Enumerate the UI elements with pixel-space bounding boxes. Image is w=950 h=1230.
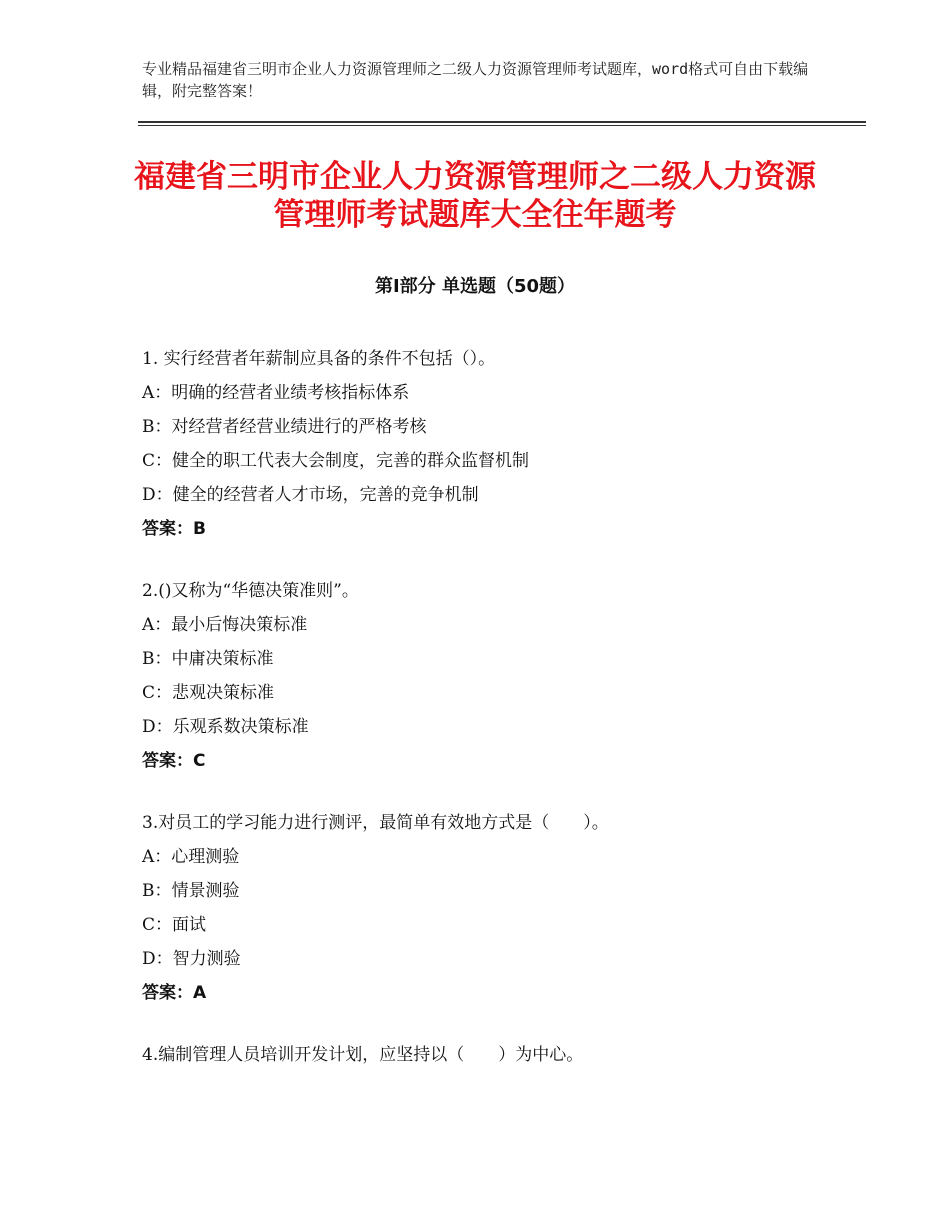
- answer: 答案：B: [142, 519, 206, 539]
- option-c: C：面试: [142, 915, 207, 935]
- answer: 答案：C: [142, 751, 206, 771]
- option-d: D：健全的经营者人才市场，完善的竞争机制: [142, 485, 479, 505]
- option-b: B：中庸决策标准: [142, 649, 274, 669]
- answer: 答案：A: [142, 983, 207, 1003]
- question-stem: 2.()又称为“华德决策准则”。: [142, 581, 359, 601]
- question-stem: 3.对员工的学习能力进行测评，最简单有效地方式是（ ）。: [142, 813, 609, 833]
- question-1: [142, 342, 862, 546]
- option-a: A：心理测验: [142, 847, 240, 867]
- option-c: C：健全的职工代表大会制度，完善的群众监督机制: [142, 451, 530, 471]
- question-stem: 4.编制管理人员培训开发计划，应坚持以（ ）为中心。: [142, 1045, 584, 1065]
- question-4: [142, 1038, 862, 1072]
- option-b: B：对经营者经营业绩进行的严格考核: [142, 417, 427, 437]
- option-c: C：悲观决策标准: [142, 683, 275, 703]
- section-title: 第Ⅰ部分 单选题（50题）: [374, 276, 575, 297]
- question-stem: 1. 实行经营者年薪制应具备的条件不包括（）。: [142, 349, 496, 369]
- header-note: 专业精品福建省三明市企业人力资源管理师之二级人力资源管理师考试题库，word格式可自由下载编辑，附完整答案！: [142, 60, 809, 100]
- header-divider-thin: [138, 125, 866, 126]
- question-3: [142, 806, 862, 1010]
- option-d: D：乐观系数决策标准: [142, 717, 309, 737]
- document-title: 福建省三明市企业人力资源管理师之二级人力资源管理师考试题库大全往年题考: [134, 159, 816, 233]
- option-b: B：情景测验: [142, 881, 240, 901]
- question-list: [142, 342, 862, 1100]
- header-divider-thick: [138, 121, 866, 123]
- option-d: D：智力测验: [142, 949, 241, 969]
- option-a: A：最小后悔决策标准: [142, 615, 308, 635]
- option-a: A：明确的经营者业绩考核指标体系: [142, 383, 410, 403]
- question-2: [142, 574, 862, 778]
